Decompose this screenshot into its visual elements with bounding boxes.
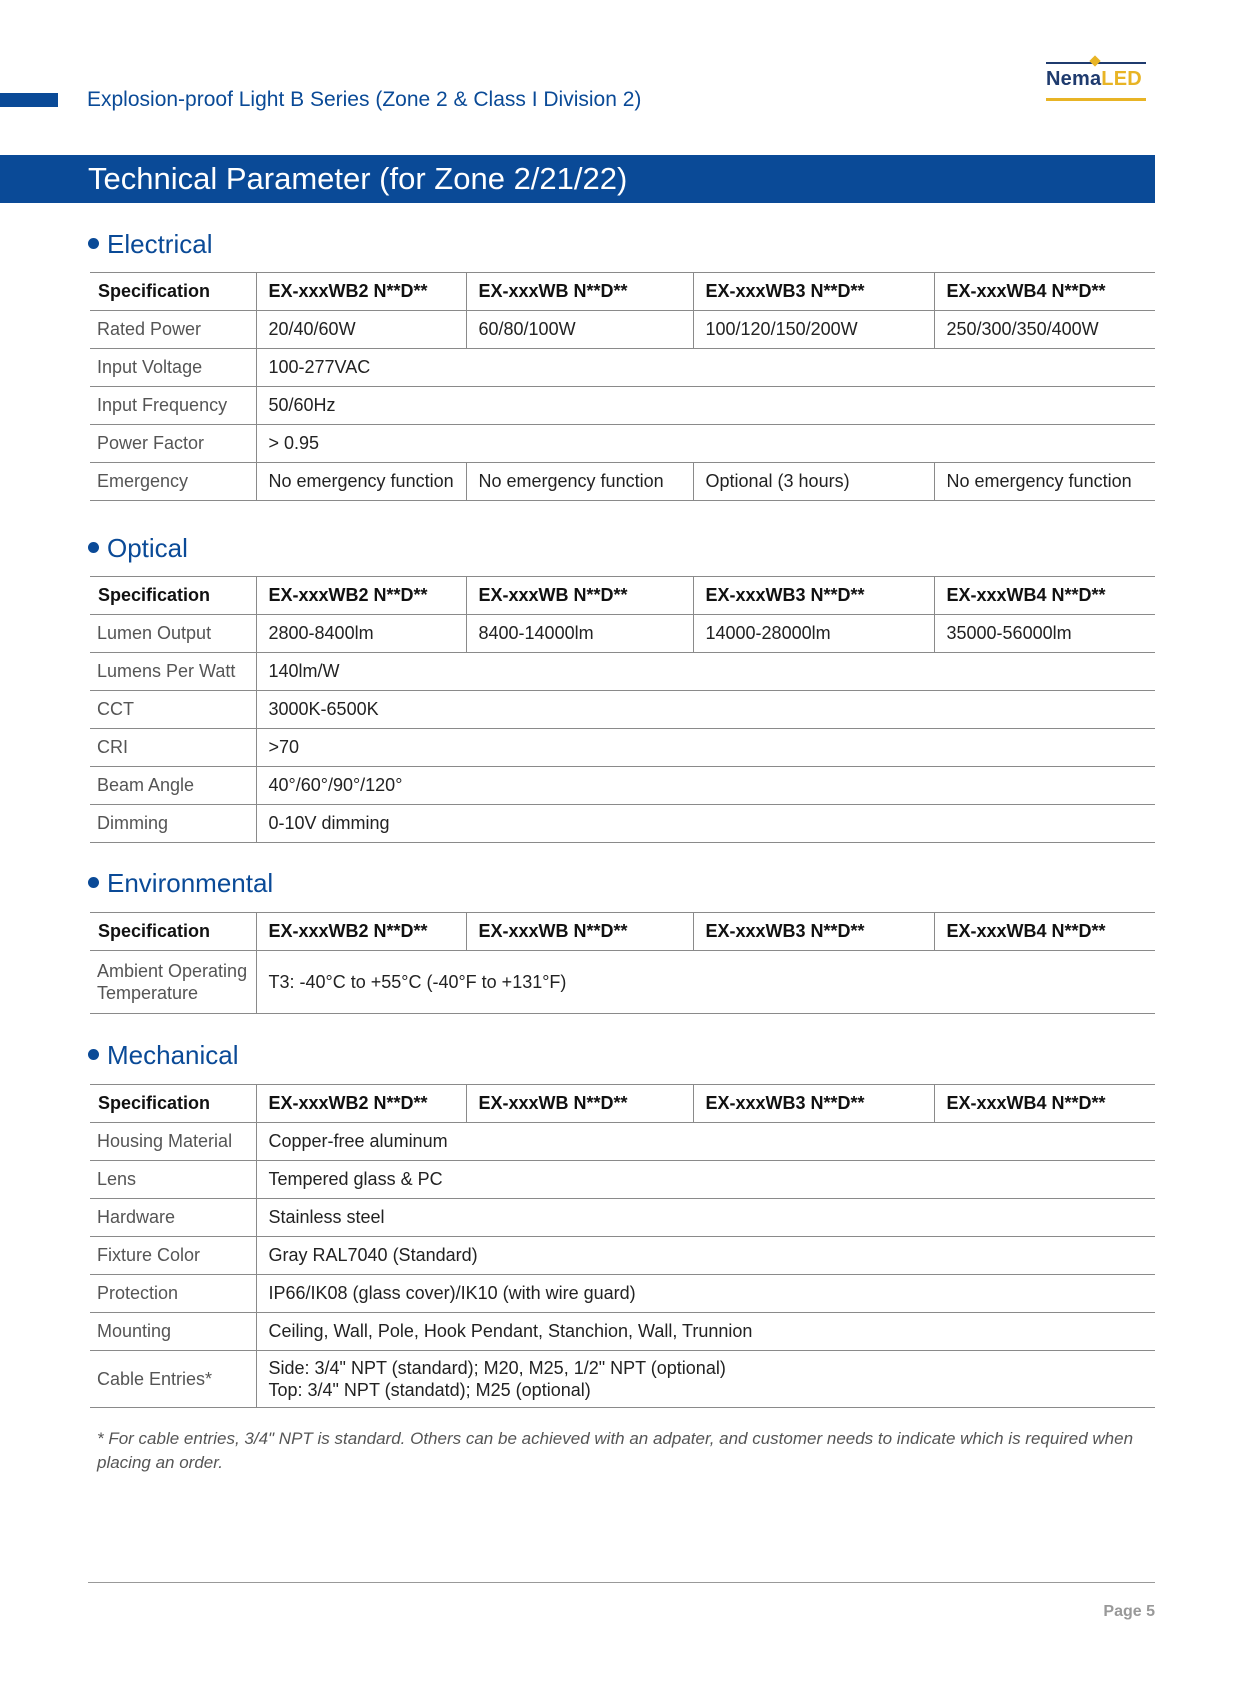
table-row [90, 1161, 1155, 1199]
logo-bottom-rule [1046, 98, 1146, 101]
table-row [90, 1123, 1155, 1161]
row-label: Lens [90, 1161, 256, 1199]
electrical-heading-text: Electrical [107, 229, 213, 259]
table-row [90, 805, 1155, 843]
optical-heading [88, 533, 188, 564]
table-row [90, 1351, 1155, 1408]
row-value: IP66/IK08 (glass cover)/IK10 (with wire guard) [256, 1275, 1155, 1313]
row-label: Fixture Color [90, 1237, 256, 1275]
row-value: Stainless steel [256, 1199, 1155, 1237]
header-model-2: EX-xxxWB N**D** [466, 913, 693, 951]
bullet-icon [88, 238, 99, 249]
row-value: 0-10V dimming [256, 805, 1155, 843]
electrical-heading [88, 229, 212, 260]
row-value: No emergency function [934, 463, 1155, 501]
bullet-icon [88, 1049, 99, 1060]
document-series-title: Explosion-proof Light B Series (Zone 2 & Class I Division 2) [87, 88, 642, 111]
row-label: Dimming [90, 805, 256, 843]
electrical-table [90, 272, 1155, 501]
header-model-4: EX-xxxWB4 N**D** [934, 913, 1155, 951]
table-row [90, 349, 1155, 387]
row-label: Emergency [90, 463, 256, 501]
row-label-line-1: Ambient Operating [97, 961, 248, 981]
row-label: Cable Entries* [90, 1351, 256, 1408]
row-value: > 0.95 [256, 425, 1155, 463]
logo-text-main: Nema [1046, 68, 1102, 90]
header-model-2: EX-xxxWB N**D** [466, 1085, 693, 1123]
header-specification: Specification [90, 273, 256, 311]
row-label: CRI [90, 729, 256, 767]
row-value [256, 1351, 1155, 1408]
header-model-2: EX-xxxWB N**D** [466, 273, 693, 311]
row-value: 50/60Hz [256, 387, 1155, 425]
banner-title: Technical Parameter (for Zone 2/21/22) [88, 161, 628, 196]
logo-text-accent: LED [1101, 68, 1142, 90]
row-label: CCT [90, 691, 256, 729]
table-row [90, 387, 1155, 425]
header-specification: Specification [90, 1085, 256, 1123]
row-value: 8400-14000lm [466, 615, 693, 653]
row-value: 60/80/100W [466, 311, 693, 349]
row-label: Input Frequency [90, 387, 256, 425]
mechanical-heading-text: Mechanical [107, 1040, 239, 1070]
row-label: Beam Angle [90, 767, 256, 805]
row-label: Hardware [90, 1199, 256, 1237]
table-header-row [90, 913, 1155, 951]
row-label: Protection [90, 1275, 256, 1313]
row-value: 250/300/350/400W [934, 311, 1155, 349]
table-row [90, 1199, 1155, 1237]
header-model-3: EX-xxxWB3 N**D** [693, 577, 934, 615]
row-label: Input Voltage [90, 349, 256, 387]
cable-entries-side: Side: 3/4" NPT (standard); M20, M25, 1/2" NPT (optional) [268, 1358, 726, 1378]
row-value: Optional (3 hours) [693, 463, 934, 501]
table-header-row [90, 273, 1155, 311]
header-model-3: EX-xxxWB3 N**D** [693, 913, 934, 951]
row-value: No emergency function [256, 463, 466, 501]
mechanical-table [90, 1084, 1155, 1408]
header-model-4: EX-xxxWB4 N**D** [934, 577, 1155, 615]
footer-divider [88, 1582, 1155, 1583]
table-row [90, 691, 1155, 729]
table-header-row [90, 577, 1155, 615]
logo-wordmark [1046, 68, 1142, 91]
header-model-1: EX-xxxWB2 N**D** [256, 577, 466, 615]
header-model-2: EX-xxxWB N**D** [466, 577, 693, 615]
header-model-1: EX-xxxWB2 N**D** [256, 273, 466, 311]
table-row [90, 463, 1155, 501]
header-model-1: EX-xxxWB2 N**D** [256, 1085, 466, 1123]
optical-heading-text: Optical [107, 533, 188, 563]
section-banner [0, 155, 1155, 203]
optical-table [90, 576, 1155, 843]
row-value: No emergency function [466, 463, 693, 501]
cable-entries-top: Top: 3/4" NPT (standatd); M25 (optional) [268, 1380, 591, 1400]
row-label-line-2: Temperature [97, 983, 199, 1003]
row-label: Power Factor [90, 425, 256, 463]
header-model-4: EX-xxxWB4 N**D** [934, 1085, 1155, 1123]
row-value: 2800-8400lm [256, 615, 466, 653]
row-value: 100-277VAC [256, 349, 1155, 387]
table-row [90, 1313, 1155, 1351]
row-label [90, 951, 256, 1014]
row-value: 20/40/60W [256, 311, 466, 349]
table-row [90, 767, 1155, 805]
table-row [90, 425, 1155, 463]
row-value: Ceiling, Wall, Pole, Hook Pendant, Stanchion, Wall, Trunnion [256, 1313, 1155, 1351]
header-model-3: EX-xxxWB3 N**D** [693, 1085, 934, 1123]
environmental-table [90, 912, 1155, 1014]
row-label: Lumens Per Watt [90, 653, 256, 691]
row-value: 14000-28000lm [693, 615, 934, 653]
table-row [90, 653, 1155, 691]
mechanical-heading [88, 1040, 239, 1071]
row-value: 140lm/W [256, 653, 1155, 691]
header-model-3: EX-xxxWB3 N**D** [693, 273, 934, 311]
environmental-heading-text: Environmental [107, 868, 274, 898]
header-model-1: EX-xxxWB2 N**D** [256, 913, 466, 951]
bullet-icon [88, 542, 99, 553]
row-value: 35000-56000lm [934, 615, 1155, 653]
logo-diamond-icon [1089, 55, 1100, 66]
cable-entries-footnote: * For cable entries, 3/4" NPT is standard. Others can be achieved with an adpater, and customer needs to indicate which is required when placing an order. [97, 1429, 1134, 1472]
table-row [90, 1237, 1155, 1275]
page-number: Page 5 [1103, 1603, 1155, 1620]
row-value: Tempered glass & PC [256, 1161, 1155, 1199]
row-value: T3: -40°C to +55°C (-40°F to +131°F) [256, 951, 1155, 1014]
table-row [90, 311, 1155, 349]
table-row [90, 1275, 1155, 1313]
table-row [90, 615, 1155, 653]
row-value: >70 [256, 729, 1155, 767]
row-value: 3000K-6500K [256, 691, 1155, 729]
row-value: 100/120/150/200W [693, 311, 934, 349]
table-header-row [90, 1085, 1155, 1123]
row-label: Lumen Output [90, 615, 256, 653]
row-value: 40°/60°/90°/120° [256, 767, 1155, 805]
header-model-4: EX-xxxWB4 N**D** [934, 273, 1155, 311]
row-label: Mounting [90, 1313, 256, 1351]
row-value: Gray RAL7040 (Standard) [256, 1237, 1155, 1275]
header-specification: Specification [90, 577, 256, 615]
environmental-heading [88, 868, 273, 899]
bullet-icon [88, 877, 99, 888]
row-label: Rated Power [90, 311, 256, 349]
header-accent-bar [0, 93, 58, 107]
table-row [90, 951, 1155, 1014]
row-value: Copper-free aluminum [256, 1123, 1155, 1161]
header-specification: Specification [90, 913, 256, 951]
row-label: Housing Material [90, 1123, 256, 1161]
brand-logo [1046, 56, 1152, 104]
table-row [90, 729, 1155, 767]
